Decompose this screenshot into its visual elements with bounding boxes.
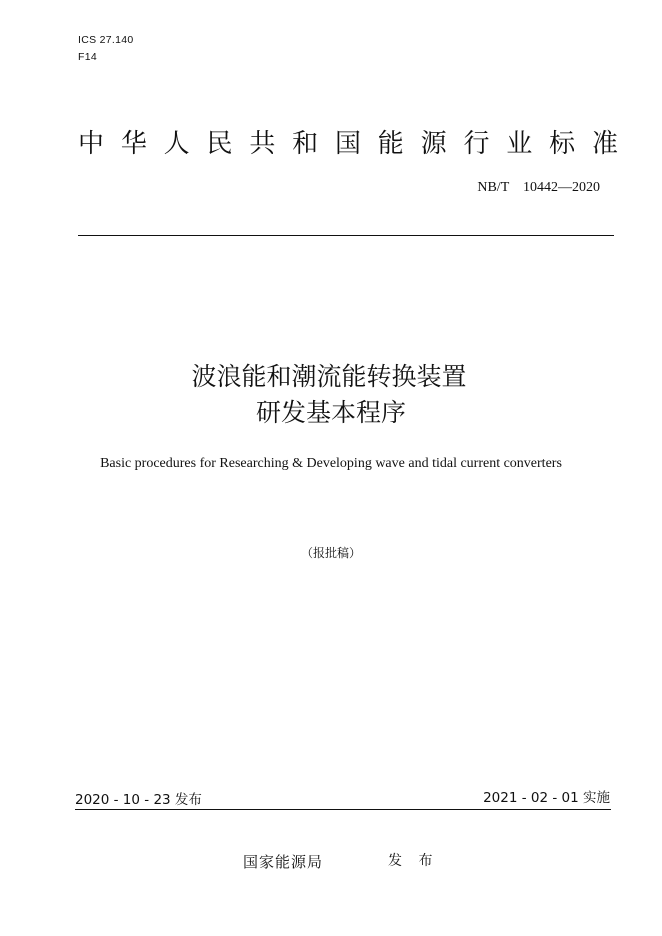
authority-char: 准: [591, 129, 618, 159]
draft-status: （报批稿）: [300, 546, 361, 560]
title-english: Basic procedures for Researching & Developing wave and tidal current converters: [100, 456, 562, 471]
ics-code: ICS 27.140: [78, 34, 134, 46]
authority-char: 源: [420, 129, 447, 159]
authority-char: 国: [334, 129, 361, 159]
authority-char: 民: [206, 129, 233, 159]
title-chinese-line-2: 研发基本程序: [255, 398, 406, 427]
title-chinese-line-1: 波浪能和潮流能转换装置: [191, 362, 467, 391]
header-divider: [78, 235, 614, 236]
authority-char: 人: [163, 129, 190, 159]
authority-char: 标: [549, 129, 576, 159]
authority-char: 中: [78, 129, 105, 159]
publisher-name: 国家能源局: [243, 853, 324, 871]
standard-number: NB/T 10442—2020: [477, 180, 600, 195]
publish-action: 发 布: [388, 853, 439, 869]
authority-char: 和: [292, 129, 319, 159]
authority-char: 华: [120, 129, 147, 159]
authority-char: 能: [377, 129, 404, 159]
classification-code: F14: [78, 51, 97, 63]
implementation-date: 2021 - 02 - 01 实施: [483, 790, 610, 806]
authority-char: 业: [506, 129, 533, 159]
issue-date: 2020 - 10 - 23 发布: [75, 792, 202, 808]
issuing-authority-title: [78, 128, 618, 160]
authority-char: 行: [463, 129, 490, 159]
footer-divider: [75, 809, 611, 810]
authority-char: 共: [249, 129, 276, 159]
